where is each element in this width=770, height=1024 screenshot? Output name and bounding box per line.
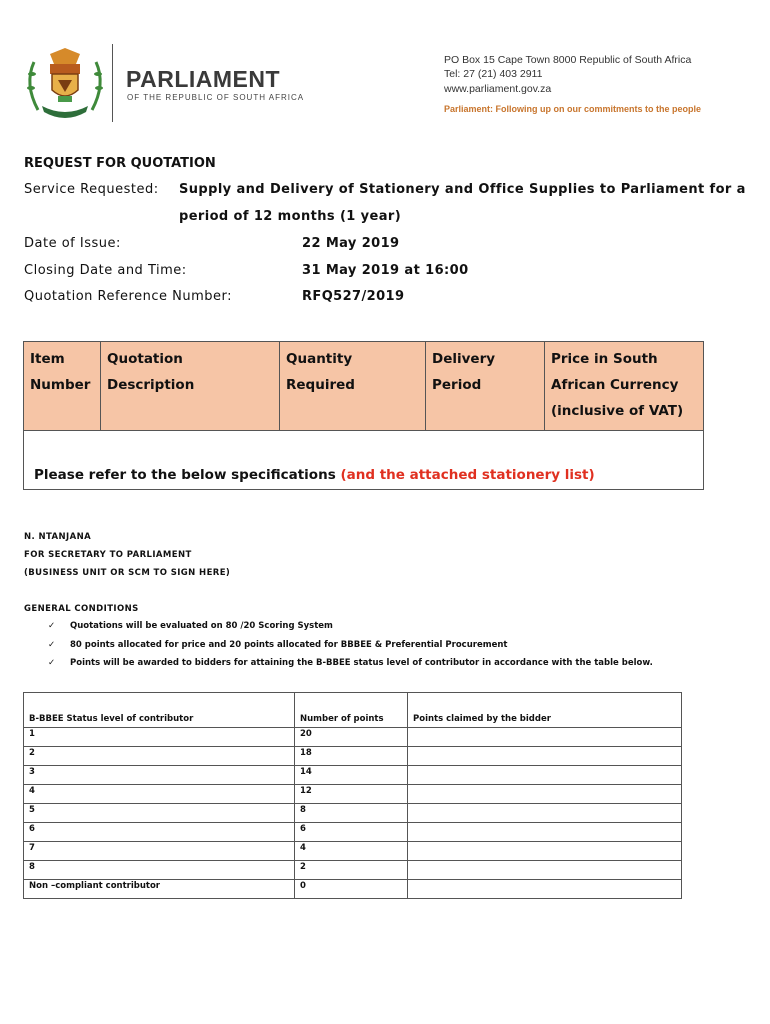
contact-address: PO Box 15 Cape Town 8000 Republic of South Africa (444, 54, 692, 66)
table-row (24, 785, 682, 804)
status-level-cell: 5 (24, 804, 295, 823)
condition-item (48, 640, 507, 650)
condition-text: Quotations will be evaluated on 80 /20 Scoring System (70, 621, 333, 631)
header-delivery-period (426, 342, 545, 431)
header-status-level: B-BBEE Status level of contributor (24, 693, 295, 728)
header-line: Number (30, 377, 91, 393)
claimed-points-cell[interactable] (408, 842, 682, 861)
condition-text: Points will be awarded to bidders for attaining the B-BBEE status level of contributor in accordance with the table below. (70, 658, 653, 668)
quotation-table-header (24, 342, 704, 431)
condition-text: 80 points allocated for price and 20 points allocated for BBBEE & Preferential Procurement (70, 640, 508, 650)
tagline: Parliament: Following up on our commitments to the people (444, 104, 702, 114)
closing-date-label: Closing Date and Time: (24, 263, 187, 278)
bbbee-table-header (24, 693, 682, 728)
closing-date-value: 31 May 2019 at 16:00 (302, 263, 469, 278)
header-divider (112, 44, 113, 122)
org-name: PARLIAMENT (126, 66, 281, 92)
checkmark-icon: ✓ (48, 658, 56, 668)
reference-label: Quotation Reference Number: (24, 289, 232, 304)
points-cell: 6 (295, 823, 408, 842)
header-line: Quotation (107, 351, 183, 367)
status-level-cell: 8 (24, 861, 295, 880)
table-row (24, 747, 682, 766)
signatory-role: FOR SECRETARY TO PARLIAMENT (24, 550, 192, 560)
header-points-claimed: Points claimed by the bidder (408, 693, 682, 728)
header-line: Description (107, 377, 195, 393)
document-title: REQUEST FOR QUOTATION (24, 156, 216, 171)
header-price (545, 342, 704, 431)
header-line: African Currency (551, 377, 679, 393)
claimed-points-cell[interactable] (408, 880, 682, 899)
points-cell: 0 (295, 880, 408, 899)
header-line: Price in South (551, 351, 658, 367)
signatory-name: N. NTANJANA (24, 532, 92, 542)
condition-item (48, 621, 333, 631)
points-cell: 20 (295, 728, 408, 747)
checkmark-icon: ✓ (48, 621, 56, 631)
points-cell: 12 (295, 785, 408, 804)
status-level-cell: 1 (24, 728, 295, 747)
parliament-coat-of-arms-logo (20, 44, 110, 124)
status-level-cell: Non –compliant contributor (24, 880, 295, 899)
table-row (24, 804, 682, 823)
issue-date-value: 22 May 2019 (302, 236, 400, 251)
table-row (24, 880, 682, 899)
points-cell: 2 (295, 861, 408, 880)
claimed-points-cell[interactable] (408, 747, 682, 766)
quotation-table (23, 341, 704, 490)
table-row (24, 842, 682, 861)
header-item-number (24, 342, 101, 431)
contact-website[interactable]: www.parliament.gov.za (444, 83, 552, 95)
points-cell: 18 (295, 747, 408, 766)
header-line: Required (286, 377, 355, 393)
table-row (24, 728, 682, 747)
signatory-instruction: (BUSINESS UNIT OR SCM TO SIGN HERE) (24, 568, 231, 578)
issue-date-label: Date of Issue: (24, 236, 121, 251)
reference-value: RFQ527/2019 (302, 289, 405, 304)
table-row (24, 823, 682, 842)
specifications-note (24, 431, 704, 490)
header-quantity-required (280, 342, 426, 431)
header-quotation-description (101, 342, 280, 431)
header-line: (inclusive of VAT) (551, 403, 684, 419)
condition-item (48, 658, 653, 668)
conditions-heading: GENERAL CONDITIONS (24, 604, 139, 614)
claimed-points-cell[interactable] (408, 728, 682, 747)
org-subtitle: OF THE REPUBLIC OF SOUTH AFRICA (127, 93, 305, 102)
status-level-cell: 2 (24, 747, 295, 766)
header-line: Delivery (432, 351, 496, 367)
checkmark-icon: ✓ (48, 640, 56, 650)
header-number-of-points: Number of points (295, 693, 408, 728)
note-attachment-text: (and the attached stationery list) (340, 467, 595, 483)
points-cell: 14 (295, 766, 408, 785)
claimed-points-cell[interactable] (408, 823, 682, 842)
quotation-table-note-row (24, 431, 704, 490)
table-row (24, 766, 682, 785)
status-level-cell: 7 (24, 842, 295, 861)
bbbee-points-table (23, 692, 682, 899)
claimed-points-cell[interactable] (408, 861, 682, 880)
header-line: Item (30, 351, 65, 367)
claimed-points-cell[interactable] (408, 804, 682, 823)
service-label: Service Requested: (24, 182, 159, 197)
contact-tel: Tel: 27 (21) 403 2911 (444, 68, 543, 80)
service-value-line2: period of 12 months (1 year) (179, 209, 402, 224)
status-level-cell: 4 (24, 785, 295, 804)
note-text: Please refer to the below specifications (34, 467, 336, 483)
status-level-cell: 3 (24, 766, 295, 785)
status-level-cell: 6 (24, 823, 295, 842)
claimed-points-cell[interactable] (408, 766, 682, 785)
points-cell: 8 (295, 804, 408, 823)
header-line: Quantity (286, 351, 353, 367)
table-row (24, 861, 682, 880)
header-line: Period (432, 377, 482, 393)
points-cell: 4 (295, 842, 408, 861)
claimed-points-cell[interactable] (408, 785, 682, 804)
service-value-line1: Supply and Delivery of Stationery and Office Supplies to Parliament for a (179, 182, 746, 197)
